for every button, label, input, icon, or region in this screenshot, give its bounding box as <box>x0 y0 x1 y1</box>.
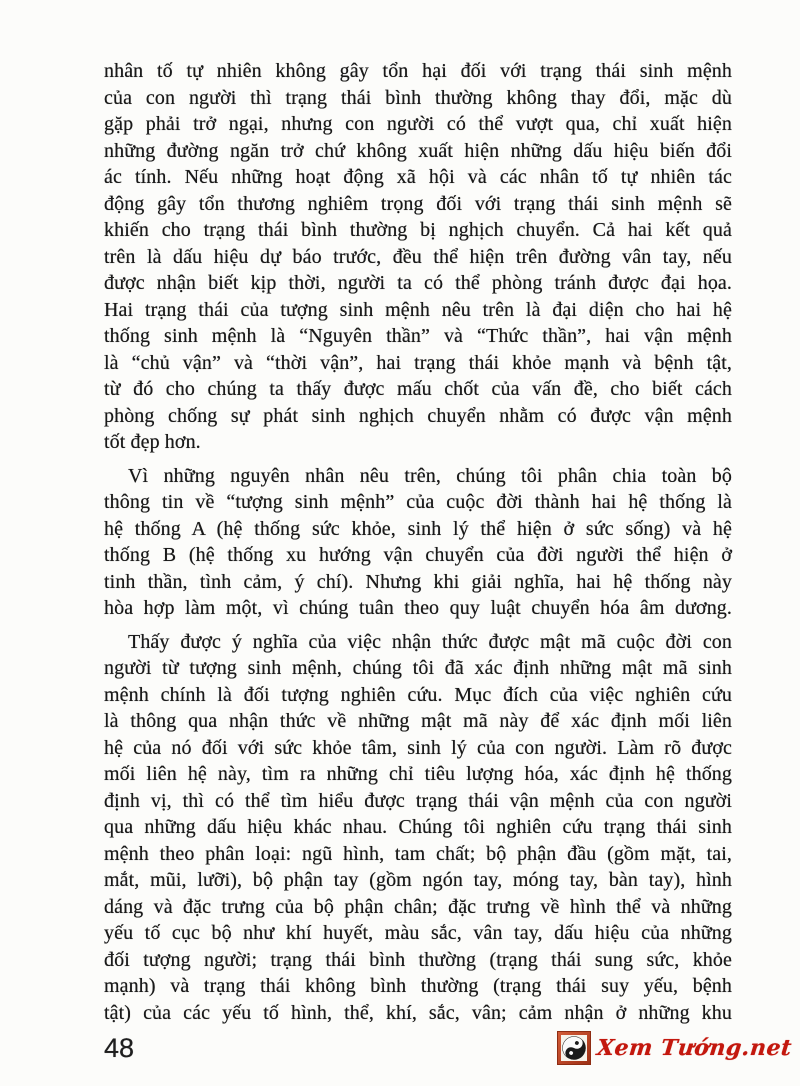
text-line: nhân tố tự nhiên không gây tổn hại đối với trạng thái sinh mệnh <box>104 60 732 82</box>
text-line: phòng chống sự phát sinh nghịch chuyển nhằm có được vận mệnh <box>104 404 732 427</box>
paragraph <box>104 463 732 622</box>
text-line: Thấy được ý nghĩa của việc nhận thức được mật mã cuộc đời con <box>128 630 732 653</box>
text-line: mối liên hệ này, tìm ra những chỉ tiêu lượng hóa, xác định hệ thống <box>104 763 732 785</box>
text-line: gặp phải trở ngại, nhưng con người có thể vượt qua, chỉ xuất hiện <box>104 113 732 135</box>
text-line: ác tính. Nếu những hoạt động xã hội và các nhân tố tự nhiên tác <box>104 166 732 188</box>
watermark-logo-frame <box>557 1031 591 1065</box>
text-line: mắt, mũi, lưỡi), bộ phận tay (gồm ngón tay, móng tay, bàn tay), hình <box>104 869 732 891</box>
text-line: hòa hợp làm một, vì chúng tuân theo quy luật chuyển hóa âm dương. <box>104 597 732 619</box>
text-line: thông tin về “tượng sinh mệnh” của cuộc đời thành hai hệ thống là <box>104 491 732 513</box>
text-column <box>104 58 732 1026</box>
text-line: người từ tượng sinh mệnh, chúng tôi đã xác định những mật mã sinh <box>104 657 732 679</box>
text-line: của con người thì trạng thái bình thường không thay đổi, mặc dù <box>104 86 732 109</box>
text-line: từ đó cho chúng ta thấy được mấu chốt của vấn đề, cho biết cách <box>104 378 732 400</box>
paragraph <box>104 629 732 1027</box>
text-line: được nhận biết kịp thời, người ta có thể phòng tránh được đại họa. <box>104 272 732 294</box>
text-line: mạnh) và trạng thái không bình thường (trạng thái suy yếu, bệnh <box>104 975 732 997</box>
text-line: Vì những nguyên nhân nêu trên, chúng tôi phân chia toàn bộ <box>128 464 732 487</box>
page-number: 48 <box>104 1033 135 1063</box>
text-line: tật) của các yếu tố hình, thể, khí, sắc, vân; cảm nhận ở những khu <box>104 1001 732 1024</box>
text-line: khiến cho trạng thái bình thường bị nghịch chuyển. Cả hai kết quả <box>104 219 732 241</box>
text-line: hệ thống A (hệ thống sức khỏe, sinh lý thể hiện ở sức sống) và hệ <box>104 517 732 540</box>
watermark-text: Xem Tướng.net <box>595 1035 794 1061</box>
text-line: thống B (hệ thống xu hướng vận chuyển của đời người thể hiện ở <box>104 544 732 566</box>
text-line: thống sinh mệnh là “Nguyên thần” và “Thức thần”, hai vận mệnh <box>104 325 732 347</box>
watermark <box>557 1031 792 1065</box>
text-line: những đường ngăn trở chứ không xuất hiện những dấu hiệu biến đổi <box>104 139 732 162</box>
text-line: hệ của nó đối với sức khỏe tâm, sinh lý của con người. Làm rõ được <box>104 736 732 759</box>
text-line: yếu tố cục bộ như khí huyết, màu sắc, vân tay, dấu hiệu của những <box>104 922 732 944</box>
text-line: động gây tổn thương nghiêm trọng đối với trạng thái sinh mệnh sẽ <box>104 192 732 215</box>
text-line: là thông qua nhận thức về những mật mã này để xác định mối liên <box>104 710 732 732</box>
text-line: mệnh theo phân loại: ngũ hình, tam chất; bộ phận đầu (gồm mặt, tai, <box>104 842 732 865</box>
text-line: Hai trạng thái của tượng sinh mệnh nêu trên là đại diện cho hai hệ <box>104 298 732 321</box>
text-line: định vị, thì có thể tìm hiểu được trạng thái vận mệnh của con người <box>104 789 732 812</box>
text-line: mệnh chính là đối tượng nghiên cứu. Mục đích của việc nghiên cứu <box>104 683 732 706</box>
paragraph <box>104 58 732 456</box>
text-line: tinh thần, tình cảm, ý chí). Nhưng khi giải nghĩa, hai hệ thống này <box>104 570 732 593</box>
yin-yang-icon <box>561 1035 587 1061</box>
text-line: trên là dấu hiệu dự báo trước, đều thể hiện trên đường vân tay, nếu <box>104 245 732 268</box>
text-line: tốt đẹp hơn. <box>104 431 201 453</box>
text-line: đối tượng người; trạng thái bình thường (trạng thái sung sức, khỏe <box>104 948 732 971</box>
text-line: dáng và đặc trưng của bộ phận chân; đặc trưng về hình thể và những <box>104 895 732 918</box>
text-line: là “chủ vận” và “thời vận”, hai trạng thái khỏe mạnh và bệnh tật, <box>104 351 732 374</box>
text-line: qua những dấu hiệu khác nhau. Chúng tôi nghiên cứu trạng thái sinh <box>104 816 732 838</box>
